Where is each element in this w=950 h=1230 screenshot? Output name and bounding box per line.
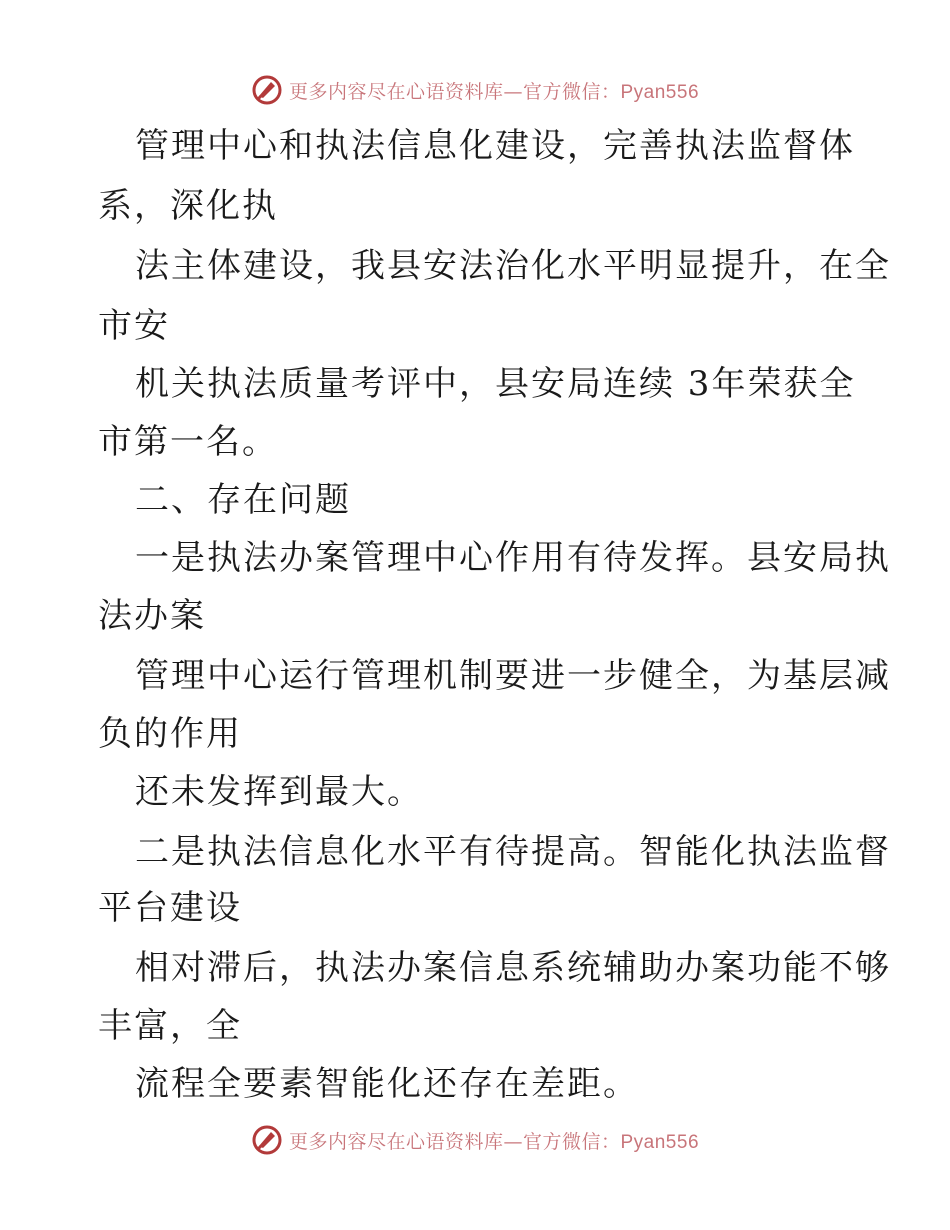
text-line: 相对滞后，执法办案信息系统辅助办案功能不够 [135,948,891,988]
text-line: 一是执法办案管理中心作用有待发挥。县安局执 [135,538,891,578]
text-line: 法主体建设，我县安法治化水平明显提升，在全 [135,246,891,286]
watermark-text: 更多内容尽在心语资料库—官方微信：Pyan556 [288,1130,700,1153]
text-line: 丰富，全 [98,1006,242,1046]
text-line: 管理中心和执法信息化建设，完善执法监督体 [135,126,855,166]
footer-watermark [0,1120,950,1160]
text-line: 市安 [98,306,170,346]
text-line: 平台建设 [98,888,242,928]
text-line: 法办案 [98,596,206,636]
header-watermark [0,70,950,110]
text-line: 二是执法信息化水平有待提高。智能化执法监督 [135,832,891,872]
brand-logo-icon [251,1124,283,1156]
text-line: 负的作用 [98,714,242,754]
section-heading: 二、存在问题 [135,480,351,520]
text-line: 系，深化执 [98,186,278,226]
text-line: 还未发挥到最大。 [135,772,423,812]
text-line: 管理中心运行管理机制要进一步健全，为基层减 [135,656,891,696]
text-line: 机关执法质量考评中，县安局连续 3年荣获全 [135,364,856,404]
wechat-id: Pyan556 [620,81,700,103]
wechat-id: Pyan556 [620,1131,700,1153]
watermark-text: 更多内容尽在心语资料库—官方微信：Pyan556 [288,80,700,103]
watermark-group [251,1124,699,1156]
text-line: 市第一名。 [98,422,278,462]
brand-logo-icon [251,74,283,106]
text-line: 流程全要素智能化还存在差距。 [135,1064,639,1104]
watermark-group [251,74,699,106]
